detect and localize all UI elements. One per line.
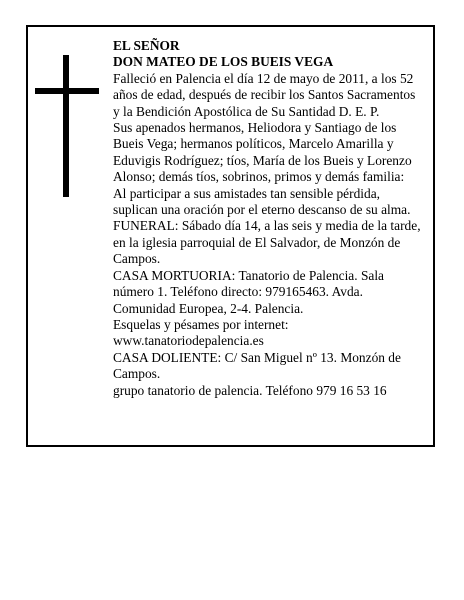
- heading-title: EL SEÑOR: [113, 38, 180, 53]
- funeral-group-phone: grupo tanatorio de palencia. Teléfono 979 16 53 16: [113, 382, 387, 398]
- death-announcement: Falleció en Palencia el día 12 de mayo de 2011, a los 52 años de edad, después de recibir los Santos Sacramentos y la Bendición Apostólica de Su Santidad D. E. P.: [113, 70, 416, 119]
- family-list: Sus apenados hermanos, Heliodora y Santiago de los Bueis Vega; hermanos políticos, Marcelo Amarilla y Eduvigis Rodríguez; tíos, María de los Bueis y Lorenzo Alonso; demás tíos, sobrinos, primos y demás familia:: [113, 120, 412, 185]
- cross-horizontal-bar: [35, 88, 99, 94]
- family-home-address: CASA DOLIENTE: C/ San Miguel nº 13. Monzón de Campos.: [113, 349, 401, 382]
- deceased-name: DON MATEO DE LOS BUEIS VEGA: [113, 54, 334, 70]
- internet-condolences: Esquelas y pésames por internet: www.tanatoriodepalencia.es: [113, 316, 289, 349]
- obituary-text: [113, 38, 425, 399]
- cross-icon: [35, 55, 99, 197]
- funeral-info: FUNERAL: Sábado día 14, a las seis y media de la tarde, en la iglesia parroquial de El Salvador, de Monzón de Campos.: [113, 218, 421, 267]
- prayer-request: Al participar a sus amistades tan sensible pérdida, suplican una oración por el eterno descanso de su alma.: [113, 185, 411, 218]
- funeral-home-info: CASA MORTUORIA: Tanatorio de Palencia. Sala número 1. Teléfono directo: 979165463. Avda. Comunidad Europea, 2-4. Palencia.: [113, 267, 384, 316]
- cross-vertical-bar: [63, 55, 69, 197]
